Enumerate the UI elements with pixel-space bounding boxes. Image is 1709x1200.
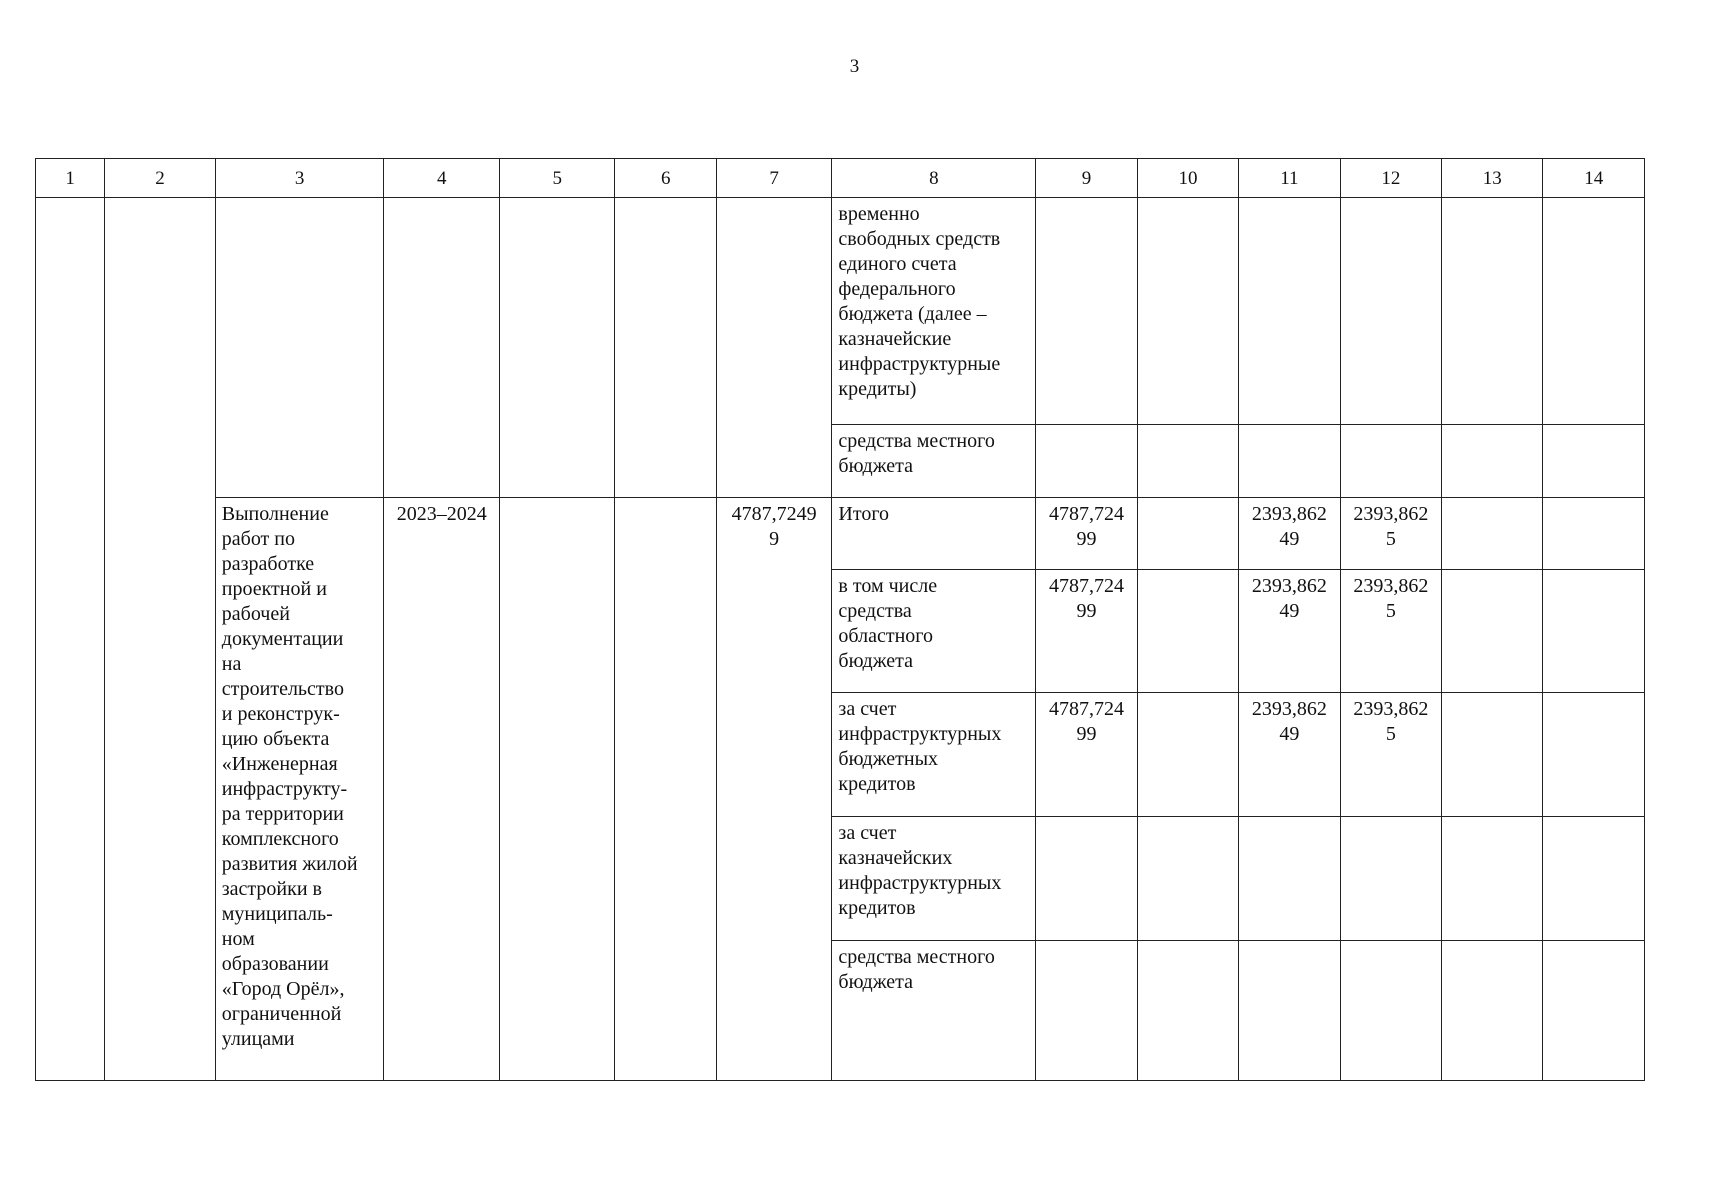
cell-col2 (105, 198, 215, 1081)
cell-col13 (1442, 498, 1543, 570)
cell-col10 (1137, 425, 1238, 498)
page-number: 3 (849, 56, 860, 77)
cell-col7 (716, 198, 832, 498)
cell-col10 (1137, 570, 1238, 693)
value-text: 2393,862 5 (1353, 503, 1429, 550)
cell-col14 (1543, 570, 1645, 693)
header-row (36, 159, 1645, 198)
cell-col4 (384, 198, 500, 498)
funding-source-cell (832, 693, 1036, 817)
cell-col12 (1340, 425, 1441, 498)
cell-col10 (1137, 498, 1238, 570)
funding-source-text: за счет инфраструктурных бюджетных кредитов (838, 698, 1002, 795)
value-col12 (1340, 498, 1441, 570)
cell-col6 (615, 198, 716, 498)
table-row (36, 498, 1645, 570)
funding-source-text: средства местного бюджета (838, 946, 995, 993)
cell-col11 (1239, 425, 1340, 498)
period-cell (384, 498, 500, 1081)
cell-col1 (36, 198, 105, 1081)
funding-source-cell (832, 498, 1036, 570)
cell-col11 (1239, 198, 1340, 425)
cell-col12 (1340, 941, 1441, 1081)
cell-col10 (1137, 198, 1238, 425)
value-col9 (1036, 693, 1137, 817)
value-text: 2393,862 49 (1251, 575, 1327, 622)
cell-col11 (1239, 941, 1340, 1081)
cell-col9 (1036, 941, 1137, 1081)
value-text: 2393,862 5 (1353, 698, 1429, 745)
value-text: 4787,724 99 (1049, 575, 1125, 622)
cell-col11 (1239, 817, 1340, 941)
header-cell-4: 4 (384, 159, 500, 198)
header-cell-9: 9 (1036, 159, 1137, 198)
value-col11 (1239, 498, 1340, 570)
cell-col9 (1036, 817, 1137, 941)
value-text: 2393,862 49 (1251, 698, 1327, 745)
cell-col13 (1442, 817, 1543, 941)
value-text: 2393,862 49 (1251, 503, 1327, 550)
cell-col10 (1137, 693, 1238, 817)
cell-col14 (1543, 425, 1645, 498)
cell-col13 (1442, 198, 1543, 425)
header-cell-11: 11 (1239, 159, 1340, 198)
funding-source-text: средства местного бюджета (838, 430, 995, 477)
value-col11 (1239, 693, 1340, 817)
period-text: 2023–2024 (396, 503, 487, 525)
funding-source-cell (832, 198, 1036, 425)
funding-source-cell (832, 425, 1036, 498)
work-description-text: Выполнение работ по разработке проектной и рабочей документации на строительство и реконструк- цию объекта «Инженерная инфраструкту- ра территории комплексного развития жилой застройки в муниципаль- ном образовании «Город Орёл», ограниченной улицами (221, 503, 358, 1050)
funding-source-text: временно свободных средств единого счета федерального бюджета (далее – казначейские инфраструктурные кредиты) (838, 203, 1001, 400)
cell-col12 (1340, 817, 1441, 941)
header-cell-5: 5 (499, 159, 615, 198)
total-cost-cell (716, 498, 832, 1081)
cell-col13 (1442, 425, 1543, 498)
value-text: 2393,862 5 (1353, 575, 1429, 622)
value-text: 4787,724 99 (1049, 698, 1125, 745)
cell-col9 (1036, 425, 1137, 498)
funding-source-text: за счет казначейских инфраструктурных кредитов (838, 822, 1002, 919)
funding-source-cell (832, 570, 1036, 693)
cell-col9 (1036, 198, 1137, 425)
cell-col5 (499, 498, 615, 1081)
value-col9 (1036, 498, 1137, 570)
value-col11 (1239, 570, 1340, 693)
cell-col14 (1543, 198, 1645, 425)
cell-col14 (1543, 817, 1645, 941)
funding-source-cell (832, 817, 1036, 941)
cell-col10 (1137, 941, 1238, 1081)
value-text: 4787,724 99 (1049, 503, 1125, 550)
header-cell-1: 1 (36, 159, 105, 198)
total-cost-text: 4787,7249 9 (731, 503, 817, 550)
header-cell-6: 6 (615, 159, 716, 198)
budget-table (35, 158, 1645, 1081)
cell-col14 (1543, 693, 1645, 817)
cell-col6 (615, 498, 716, 1081)
cell-col14 (1543, 941, 1645, 1081)
cell-col13 (1442, 693, 1543, 817)
value-col12 (1340, 693, 1441, 817)
header-cell-2: 2 (105, 159, 215, 198)
cell-col10 (1137, 817, 1238, 941)
value-col9 (1036, 570, 1137, 693)
value-col12 (1340, 570, 1441, 693)
header-cell-7: 7 (716, 159, 832, 198)
work-description-cell (215, 498, 384, 1081)
cell-col14 (1543, 498, 1645, 570)
funding-source-text: Итого (838, 503, 890, 525)
header-cell-13: 13 (1442, 159, 1543, 198)
header-cell-3: 3 (215, 159, 384, 198)
header-cell-10: 10 (1137, 159, 1238, 198)
funding-source-text: в том числе средства областного бюджета (838, 575, 938, 672)
header-cell-14: 14 (1543, 159, 1645, 198)
cell-col5 (499, 198, 615, 498)
header-cell-12: 12 (1340, 159, 1441, 198)
cell-col13 (1442, 941, 1543, 1081)
header-cell-8: 8 (832, 159, 1036, 198)
cell-col13 (1442, 570, 1543, 693)
cell-col3 (215, 198, 384, 498)
cell-col12 (1340, 198, 1441, 425)
table-row (36, 198, 1645, 425)
funding-source-cell (832, 941, 1036, 1081)
